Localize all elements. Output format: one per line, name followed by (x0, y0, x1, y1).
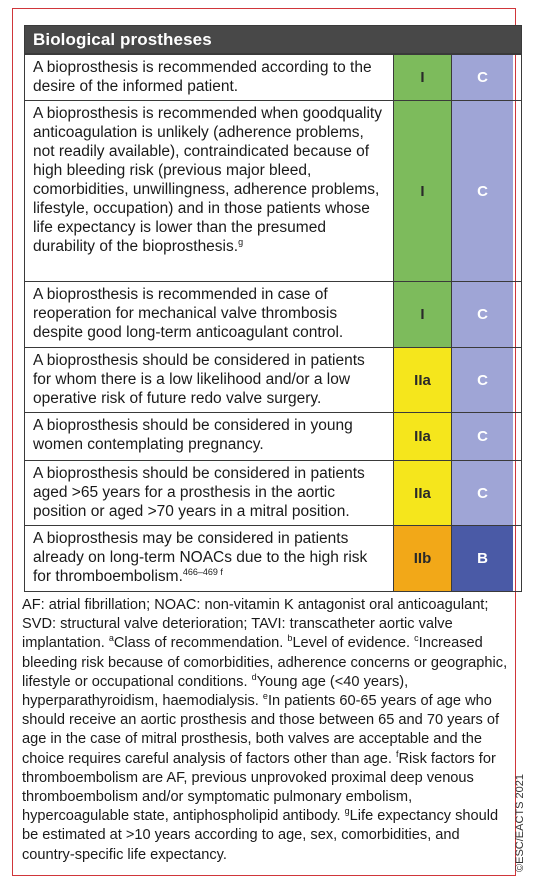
footnote-b: Level of evidence. (292, 635, 411, 652)
footnote-marker: e (262, 691, 268, 702)
table-row (25, 100, 521, 281)
footnote-marker: f (395, 748, 399, 759)
class-cell: IIa (394, 348, 452, 412)
footnote-marker: b (287, 633, 293, 644)
footnote-e: In patients 60-65 years of age who should receive an aortic prosthesis and those between 65 and 70 years of age in the case of mitral prosthesis, both valves are acceptable and the choice requires careful analysis of factors other than age. (22, 693, 500, 767)
recommendation-text (25, 348, 394, 412)
class-cell: I (394, 55, 452, 100)
footnote-marker: a (108, 633, 114, 644)
table-row (25, 347, 521, 412)
class-cell: I (394, 282, 452, 347)
reference-superscript: 466–469 f (182, 566, 223, 577)
recommendation-text (25, 55, 394, 100)
class-cell: IIa (394, 461, 452, 525)
footnote-g: Life expectancy should be estimated at >10 years according to age, sex, comorbidities, and country-specific life expectancy. (22, 808, 499, 863)
class-cell: IIa (394, 413, 452, 460)
copyright-notice: ©ESC/EACTS 2021 (514, 774, 526, 872)
class-cell: IIb (394, 526, 452, 591)
recommendation-text (25, 101, 394, 281)
recommendation-text (25, 413, 394, 460)
recommendation-text (25, 461, 394, 525)
recommendation-text (25, 282, 394, 347)
footnote-d: Young age (<40 years), hyperparathyroidism, haemodialysis. (22, 673, 409, 710)
footnote-marker: g (344, 806, 350, 817)
row-text: A bioprosthesis may be considered in patients already on long-term NOACs due to the high risk for thromboembolism. (33, 530, 368, 585)
level-cell: C (452, 55, 513, 100)
row-text: A bioprosthesis is recommended when goodquality anticoagulation is unlikely (adherence problems, not readily available), contraindicated because of high bleeding risk (previous major bleed, comorbidities, unwillingness, adherence problems, lifestyle, occupation) and in those patients whose life expectancy is lower than the presumed durability of the bioprosthesis. (33, 105, 382, 255)
footnote-marker: d (251, 671, 257, 682)
level-cell: C (452, 348, 513, 412)
reference-superscript: g (238, 236, 244, 247)
table-row (25, 525, 521, 591)
row-text: A bioprosthesis should be considered in patients aged >65 years for a prosthesis in the aortic position or aged >70 years in a mitral position. (33, 465, 365, 520)
level-cell: C (452, 413, 513, 460)
level-cell: C (452, 461, 513, 525)
table-row (25, 281, 521, 347)
recommendation-text (25, 526, 394, 591)
table-row (25, 460, 521, 525)
level-cell: C (452, 282, 513, 347)
footnote-marker: c (414, 633, 419, 644)
row-text: A bioprosthesis should be considered in young women contemplating pregnancy. (33, 417, 353, 453)
table-header: Biological prostheses (25, 26, 521, 54)
level-cell: C (452, 101, 513, 281)
footnote-a: Class of recommendation. (113, 635, 284, 652)
class-cell: I (394, 101, 452, 281)
recommendations-table (24, 25, 522, 592)
footnote-abbreviations: AF: atrial fibrillation; NOAC: non-vitamin K antagonist oral anticoagulant; SVD: structural valve deterioration; TAVI: transcatheter aortic valve implantation. (22, 597, 489, 652)
row-text: A bioprosthesis is recommended in case of reoperation for mechanical valve thrombosis despite good long-term anticoagulant control. (33, 286, 344, 341)
table-row (25, 412, 521, 460)
footnote-c: Increased bleeding risk because of comorbidities, adherence concerns or geographic, lifestyle or occupational conditions. (22, 635, 508, 690)
row-text: A bioprosthesis is recommended according to the desire of the informed patient. (33, 59, 372, 95)
table-row (25, 54, 521, 100)
level-cell: B (452, 526, 513, 591)
footnotes (22, 596, 508, 865)
footnote-f: Risk factors for thromboembolism are AF, previous unprovoked proximal deep venous thromboembolism and/or symptomatic pulmonary embolism, hypercoagulable state, antiphospholipid antibody. (22, 750, 496, 825)
row-text: A bioprosthesis should be considered in patients for whom there is a low likelihood and/or a low operative risk of future redo valve surgery. (33, 352, 365, 407)
